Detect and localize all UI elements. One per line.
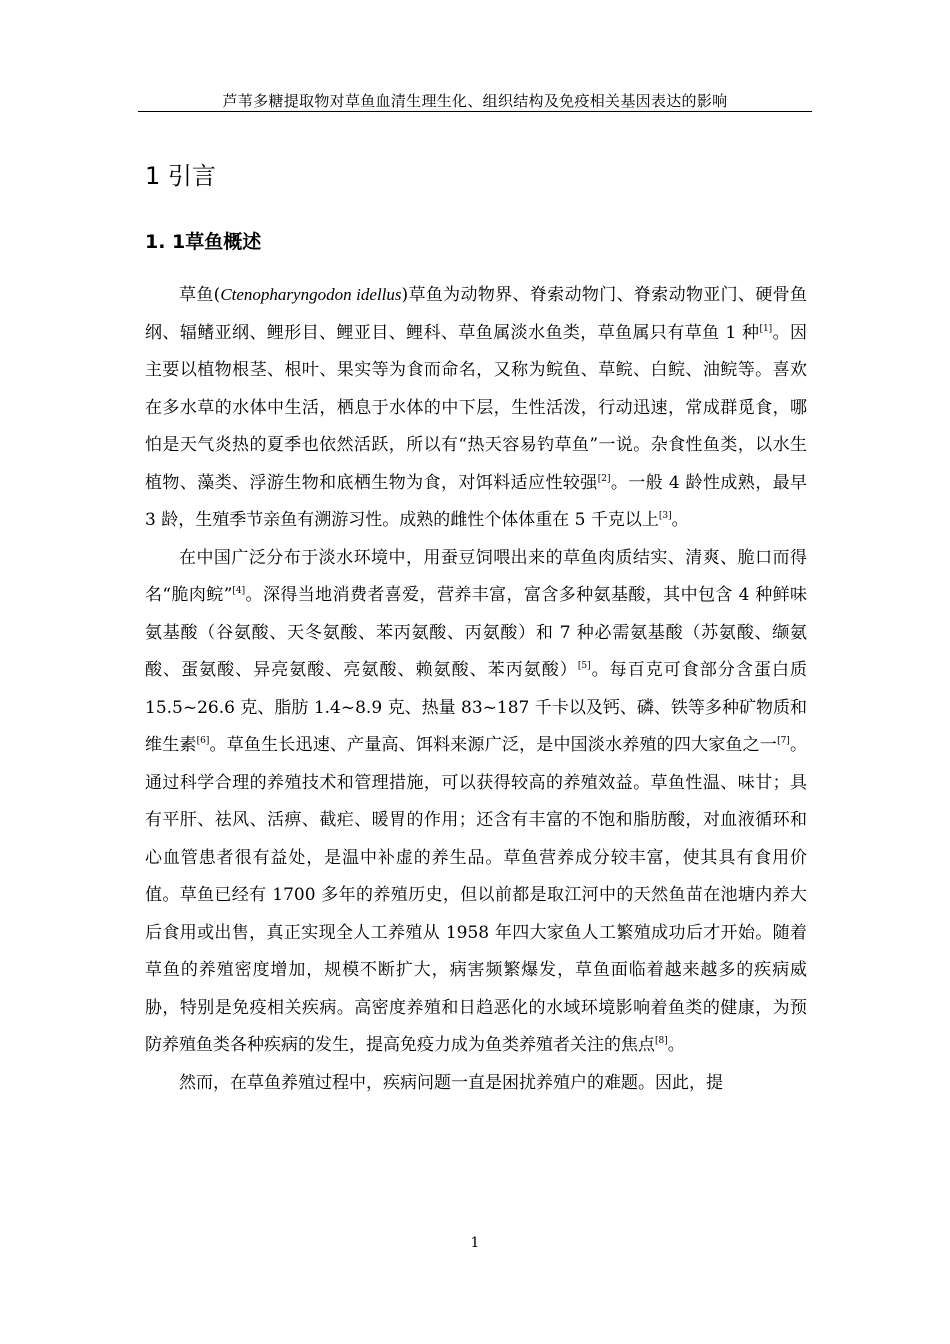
citation-ref[interactable]: [1] — [759, 323, 773, 334]
paragraph-text: 在中国广泛分布于淡水环境中，用蚕豆饲喂出来的草鱼肉质结实、清爽、脆口而得名“脆肉鲩” — [145, 547, 807, 605]
latin-name: Ctenopharyngodon idellus — [220, 285, 402, 304]
chapter-title-text: 引言 — [167, 162, 216, 190]
paragraph-text: 。深得当地消费者喜爱，营养丰富，富含多种氨基酸，其中包含 4 种鲜味氨基酸（谷氨酸、天冬氨酸、苯丙氨酸、丙氨酸）和 7 种必需氨基酸（苏氨酸、缬氨酸、蛋氨酸、异亮氨酸、亮氨酸、赖氨酸、苯丙氨酸） — [145, 585, 807, 680]
paragraph-text: 草鱼( — [179, 285, 221, 305]
page-number: 1 — [470, 1235, 480, 1251]
body-text — [145, 276, 807, 1102]
paragraph-text: 然而，在草鱼养殖过程中，疾病问题一直是困扰养殖户的难题。因此，提 — [179, 1072, 723, 1093]
citation-ref[interactable]: [7] — [777, 736, 790, 746]
paragraph-text: )草鱼为动物界、脊索动物门、脊索动物亚门、硬骨鱼纲、辐鳍亚纲、鲤形目、鲤亚目、鲤科、草鱼属淡水鱼类，草鱼属只有草鱼 1 种 — [145, 285, 807, 343]
section-heading — [145, 229, 261, 255]
paragraph-text: 。 — [671, 510, 689, 530]
citation-ref[interactable]: [2] — [597, 473, 611, 484]
section-number: 1. 1 — [145, 231, 186, 253]
citation-ref[interactable]: [3] — [658, 511, 672, 521]
running-header: 芦苇多糖提取物对草鱼血清生理生化、组织结构及免疫相关基因表达的影响 — [222, 92, 728, 110]
citation-ref[interactable]: [6] — [196, 736, 210, 746]
paragraph-2 — [145, 540, 807, 1065]
paragraph-3 — [145, 1065, 807, 1103]
chapter-heading — [145, 160, 216, 192]
paragraph-text: 。 — [667, 1035, 685, 1055]
citation-ref[interactable]: [4] — [232, 586, 246, 596]
paragraph-1 — [145, 276, 807, 540]
paragraph-text: 。因主要以植物根茎、根叶、果实等为食而命名，又称为鲩鱼、草鲩、白鲩、油鲩等。喜欢在多水草的水体中生活，栖息于水体的中下层，生性活泼，行动迅速，常成群觅食，哪怕是天气炎热的夏季也依然活跃，所以有“热天容易钓草鱼”一说。杂食性鱼类，以水生植物、藻类、浮游生物和底栖生物为食，对饵料适应性较强 — [145, 322, 808, 493]
citation-ref[interactable]: [8] — [655, 1036, 668, 1046]
header-rule — [138, 111, 812, 112]
citation-ref[interactable]: [5] — [577, 661, 591, 671]
chapter-number: 1 — [145, 162, 161, 190]
paragraph-text: 。草鱼生长迅速、产量高、饵料来源广泛，是中国淡水养殖的四大家鱼之一 — [209, 735, 778, 755]
paragraph-text: 。通过科学合理的养殖技术和管理措施，可以获得较高的养殖效益。草鱼性温、味甘；具有平肝、祛风、活痹、截疟、暖胃的作用；还含有丰富的不饱和脂肪酸，对血液循环和心血管患者很有益处，是温中补虚的养生品。草鱼营养成分较丰富，使其具有食用价值。草鱼已经有 1700 多年的养殖历史，但以前都是取江河中的天然鱼苗在池塘内养大后食用或出售，真正实现全人工养殖从 1958 年四大家鱼人工繁殖成功后才开始。随着草鱼的养殖密度增加，规模不断扩大，病害频繁爆发，草鱼面临着越来越多的疾病威胁，特别是免疫相关疾病。高密度养殖和日趋恶化的水域环境影响着鱼类的健康，为预防养殖鱼类各种疾病的发生，提高免疫力成为鱼类养殖者关注的焦点 — [145, 735, 808, 1055]
paragraph-text: 。一般 4 龄性成熟，最早 3 龄，生殖季节亲鱼有溯游习性。成熟的雌性个体体重在 5 千克以上 — [145, 472, 808, 530]
section-title-text: 草鱼概述 — [185, 231, 262, 253]
paragraph-text: 。每百克可食部分含蛋白质 15.5~26.6 克、脂肪 1.4~8.9 克、热量 83~187 千卡以及钙、磷、铁等多种矿物质和维生素 — [145, 660, 808, 755]
